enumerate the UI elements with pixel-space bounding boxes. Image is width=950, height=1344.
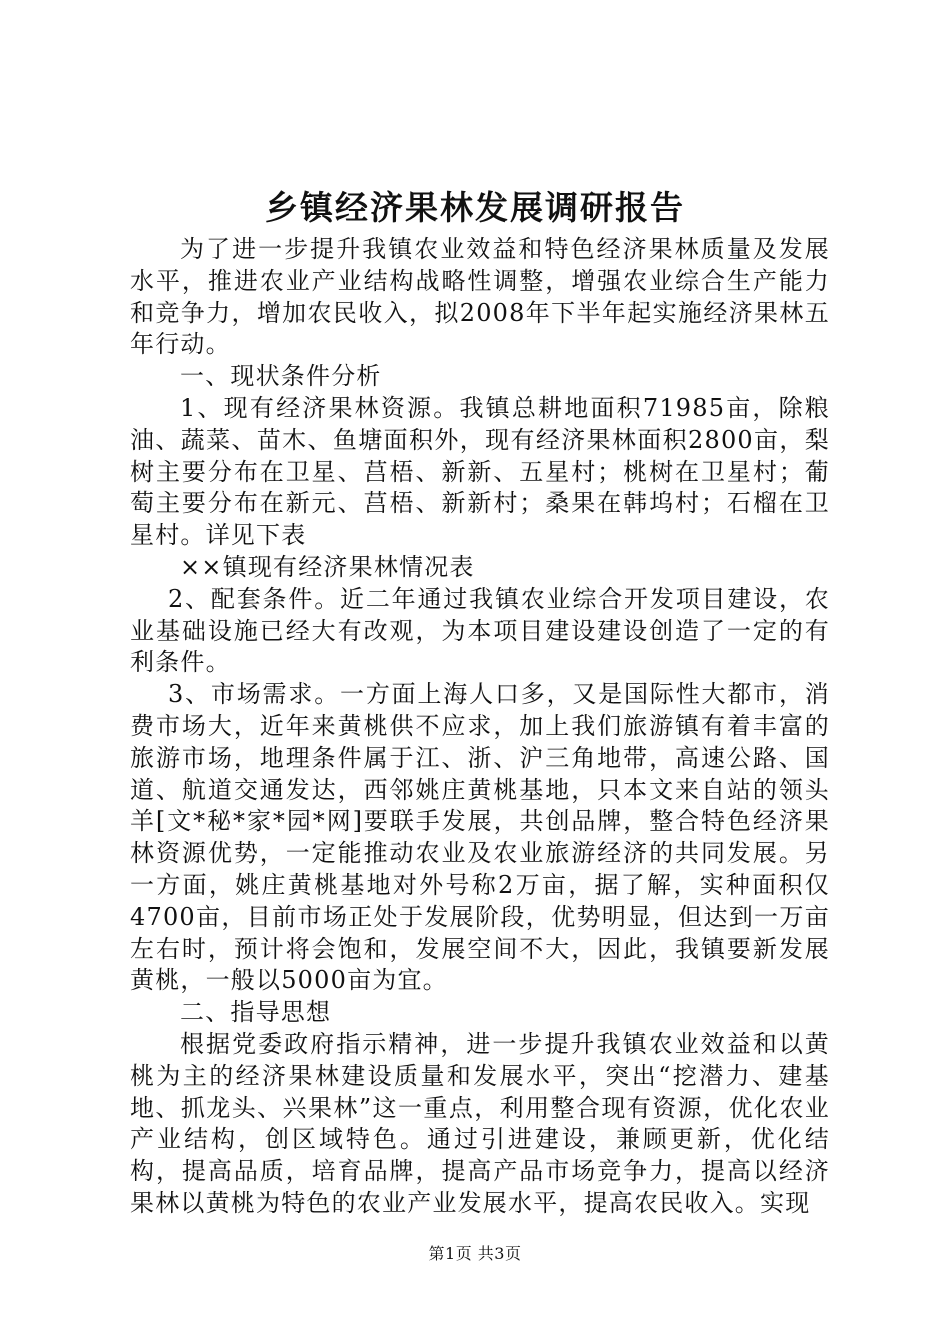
paragraph-resources: 1、现有经济果林资源。我镇总耕地面积71985亩，除粮油、蔬菜、苗木、鱼塘面积外，现有经济果林面积2800亩，梨树主要分布在卫星、莒梧、新新、五星村；桃树在卫星村；葡萄主要分布在新元、莒梧、新新村；桑果在韩坞村；石榴在卫星村。详见下表 — [130, 393, 830, 550]
section-heading-status: 一、现状条件分析 — [180, 362, 382, 391]
table-caption: ××镇现有经济果林情况表 — [180, 552, 475, 581]
document-body — [130, 234, 830, 1220]
section-heading-guidance: 二、指导思想 — [180, 998, 332, 1027]
paragraph-supporting-conditions: 2、配套条件。近二年通过我镇农业综合开发项目建设，农业基础设施已经大有改观，为本项目建设建设创造了一定的有利条件。 — [130, 584, 830, 677]
document-title: 乡镇经济果林发展调研报告 — [265, 188, 685, 227]
paragraph-guidance: 根据党委政府指示精神，进一步提升我镇农业效益和以黄桃为主的经济果林建设质量和发展水平，突出“挖潜力、建基地、抓龙头、兴果林”这一重点，利用整合现有资源，优化农业产业结构，创区域特色。通过引进建设，兼顾更新，优化结构，提高品质，培育品牌，提高产品市场竞争力，提高以经济果林以黄桃为特色的农业产业发展水平，提高农民收入。实现 — [130, 1029, 830, 1217]
intro-paragraph: 为了进一步提升我镇农业效益和特色经济果林质量及发展水平，推进农业产业结构战略性调整，增强农业综合生产能力和竞争力，增加农民收入，拟2008年下半年起实施经济果林五年行动。 — [130, 235, 830, 359]
paragraph-market-demand: 3、市场需求。一方面上海人口多，又是国际性大都市，消费市场大，近年来黄桃供不应求，加上我们旅游镇有着丰富的旅游市场，地理条件属于江、浙、沪三角地带，高速公路、国道、航道交通发达，西邻姚庄黄桃基地，只本文来自站的领头羊[文*秘*家*园*网]要联手发展，共创品牌，整合特色经济果林资源优势，一定能推动农业及农业旅游经济的共同发展。另一方面，姚庄黄桃基地对外号称2万亩，据了解，实种面积仅4700亩，目前市场正处于发展阶段，优势明显，但达到一万亩左右时，预计将会饱和，发展空间不大，因此，我镇要新发展黄桃，一般以5000亩为宜。 — [130, 680, 830, 995]
page-footer: 第1页 共3页 — [428, 1244, 522, 1263]
